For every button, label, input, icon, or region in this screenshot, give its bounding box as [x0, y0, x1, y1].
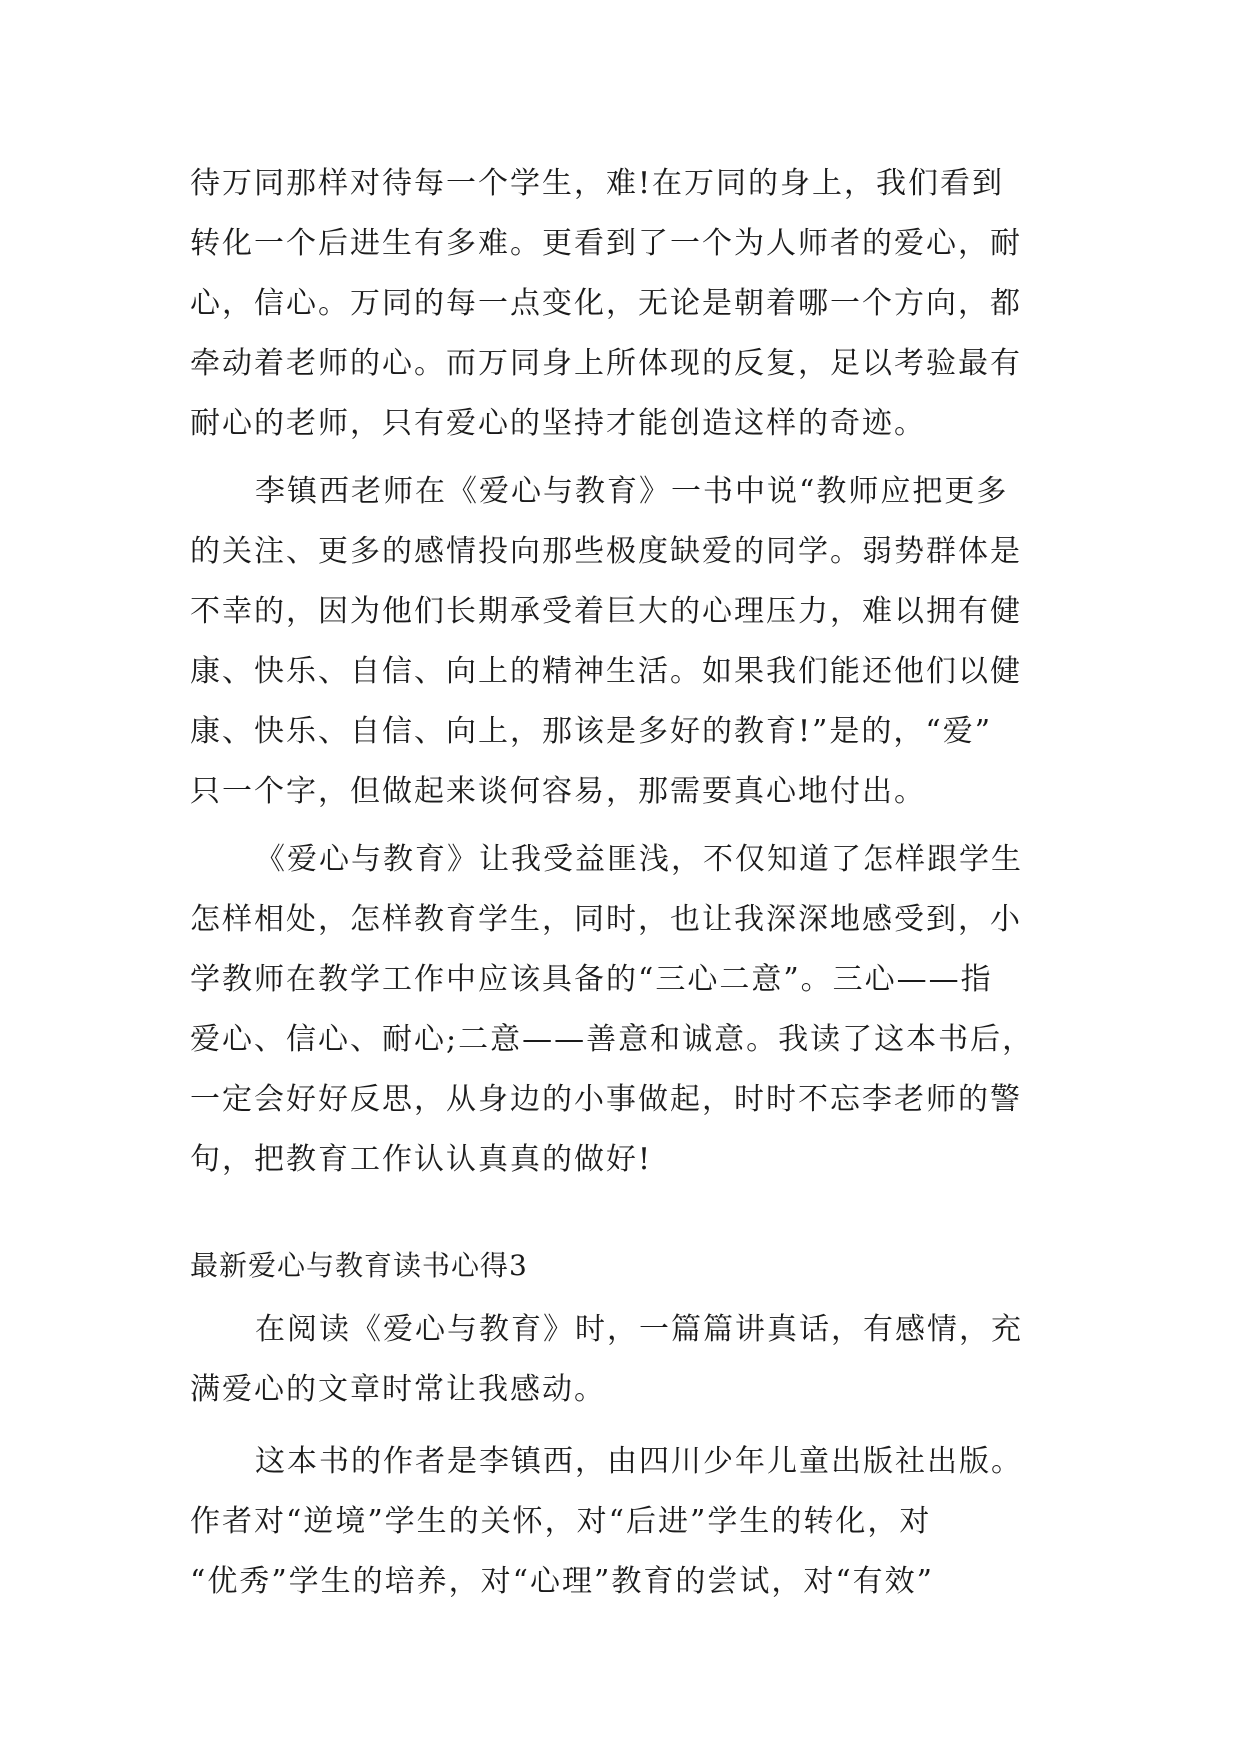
- text-line: 牵动着老师的心。而万同身上所体现的反复，足以考验最有: [190, 346, 1022, 381]
- text-line: 心，信心。万同的每一点变化，无论是朝着哪一个方向，都: [190, 286, 1022, 321]
- text-line: 不幸的，因为他们长期承受着巨大的心理压力，难以拥有健: [190, 594, 1022, 629]
- text-line: “优秀”学生的培养，对“心理”教育的尝试，对“有效”: [190, 1564, 935, 1599]
- text-line: 康、快乐、自信、向上的精神生活。如果我们能还他们以健: [190, 654, 1022, 689]
- text-line: 句，把教育工作认认真真的做好!: [190, 1142, 653, 1177]
- section-heading: 最新爱心与教育读书心得3: [190, 1249, 528, 1282]
- text-line: 怎样相处，怎样教育学生，同时，也让我深深地感受到，小: [190, 902, 1022, 937]
- text-line: 爱心、信心、耐心;二意——善意和诚意。我读了这本书后，: [190, 1022, 1035, 1057]
- text-line: 的关注、更多的感情投向那些极度缺爱的同学。弱势群体是: [190, 534, 1022, 569]
- text-line: 康、快乐、自信、向上，那该是多好的教育!”是的，“爱”: [190, 714, 993, 749]
- paragraph-start-line: 在阅读《爱心与教育》时，一篇篇讲真话，有感情，充: [255, 1312, 1023, 1347]
- paragraph-start-line: 这本书的作者是李镇西，由四川少年儿童出版社出版。: [255, 1444, 1023, 1479]
- text-line: 满爱心的文章时常让我感动。: [190, 1372, 606, 1407]
- text-line: 作者对“逆境”学生的关怀，对“后进”学生的转化，对: [190, 1504, 932, 1539]
- text-line: 待万同那样对待每一个学生，难!在万同的身上，我们看到: [190, 166, 1005, 201]
- text-line: 一定会好好反思，从身边的小事做起，时时不忘李老师的警: [190, 1082, 1022, 1117]
- text-line: 学教师在教学工作中应该具备的“三心二意”。三心——指: [190, 962, 993, 997]
- text-line: 只一个字，但做起来谈何容易，那需要真心地付出。: [190, 774, 926, 809]
- text-line: 转化一个后进生有多难。更看到了一个为人师者的爱心，耐: [190, 226, 1022, 261]
- text-line: 耐心的老师，只有爱心的坚持才能创造这样的奇迹。: [190, 406, 926, 441]
- paragraph-start-line: 《爱心与教育》让我受益匪浅，不仅知道了怎样跟学生: [255, 842, 1023, 877]
- paragraph-start-line: 李镇西老师在《爱心与教育》一书中说“教师应把更多: [255, 474, 1009, 509]
